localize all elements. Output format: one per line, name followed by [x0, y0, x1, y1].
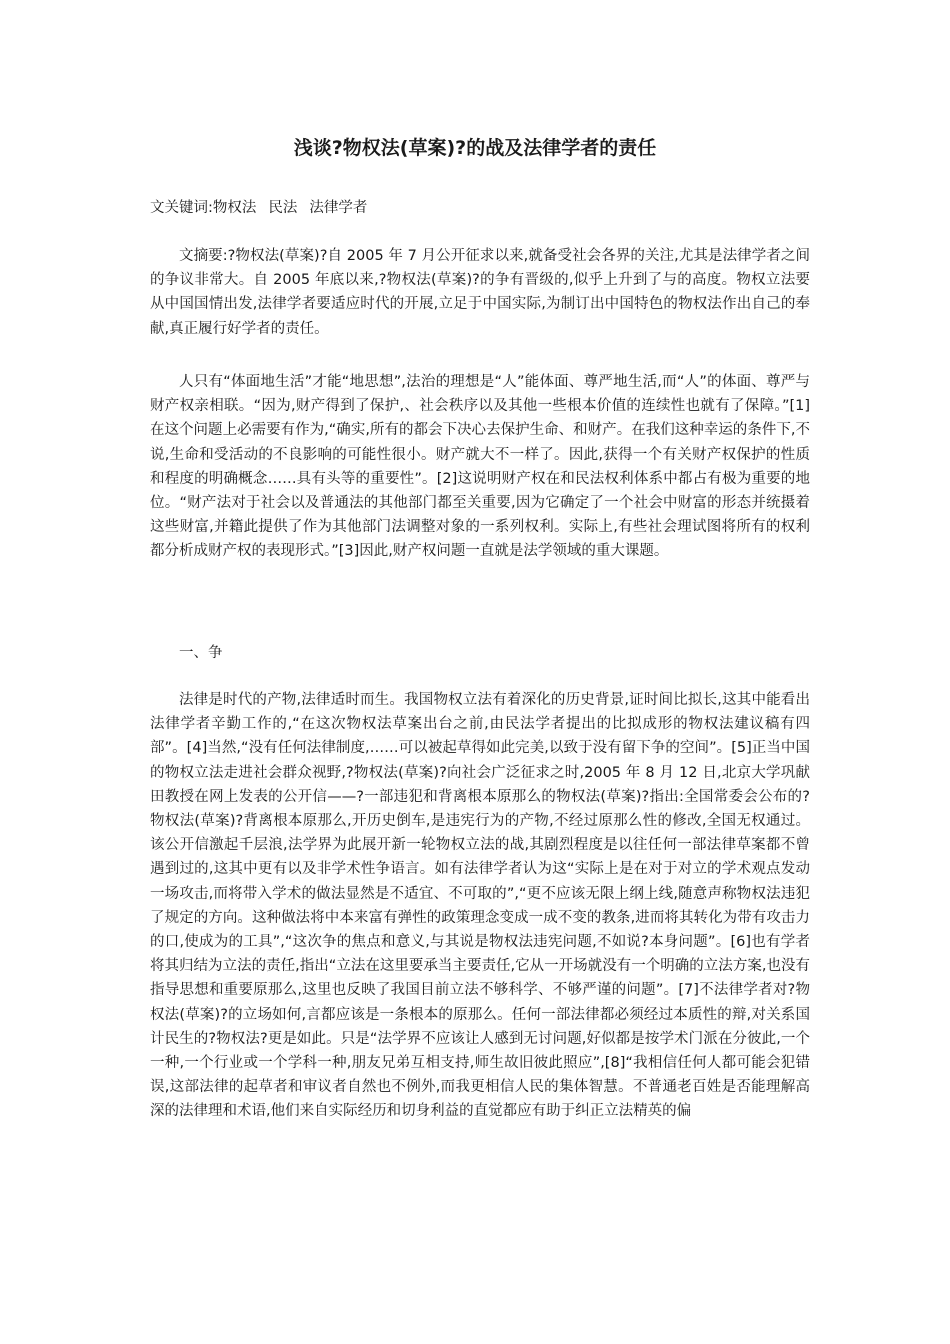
body-paragraph: 法律是时代的产物,法律适时而生。我国物权立法有着深化的历史背景,证时间比拟长,这其中能看出法律学者辛勤工作的,“在这次物权法草案出台之前,由民法学者提出的比拟成形的物权法建议稿有四部”。[4]当然,“没有任何法律制度,……可以被起草得如此完美,以致于没有留下争的空间”。[5]正当中国的物权立法走进社会群众视野,?物权法(草案)?向社会广泛征求之时,2005 年 8 月 12 日,北京大学巩献田教授在网上发表的公开信——?一部违犯和背离根本原那么的物权法(草案)?指出:全国常委会公布的?物权法(草案)?背离根本原那么,开历史倒车,是违宪行为的产物,不经过原那么性的修改,全国无权通过。该公开信激起千层浪,法学界为此展开新一轮物权立法的战,其剧烈程度是以往任何一部法律草案都不曾遇到过的,这其中更有以及非学术性争语言。如有法律学者认为这“实际上是在对于对立的学术观点发动一场攻击,而将带入学术的做法显然是不适宜、不可取的”,“更不应该无限上纲上线,随意声称物权法违犯了规定的方向。这种做法将中本来富有弹性的政策理念变成一成不变的教条,进而将其转化为带有攻击力的口,使成为的工具”,“这次争的焦点和意义,与其说是物权法违宪问题,不如说?本身问题”。[6]也有学者将其归结为立法的责任,指出“立法在这里要承当主要责任,它从一开场就没有一个明确的立法方案,也没有指导思想和重要原那么,这里也反映了我国目前立法不够科学、不够严谨的问题”。[7]不法律学者对?物权法(草案)?的立场如何,言都应该是一条根本的原那么。任何一部法律都必须经过本质性的辩,对关系国计民生的?物权法?更是如此。只是“法学界不应该让人感到无讨问题,好似都是按学术门派在分彼此,一个一种,一个行业或一个学科一种,朋友兄弟互相支持,师生故旧彼此照应”,[8]“我相信任何人都可能会犯错误,这部法律的起草者和审议者自然也不例外,而我更相信人民的集体智慧。不普通老百姓是否能理解高深的法律理和术语,他们来自实际经历和切身利益的直觉都应有助于纠正立法精英的偏	[150, 692, 810, 1120]
abstract-paragraph: 文摘要:?物权法(草案)?自 2005 年 7 月公开征求以来,就备受社会各界的关注,尤其是法律学者之间的争议非常大。自 2005 年底以来,?物权法(草案)?的争有晋级的,似乎上升到了与的高度。物权立法要从中国国情出发,法律学者要适应时代的开展,立足于中国实际,为制订出中国特色的物权法作出自己的奉献,真正履行好学者的责任。	[150, 248, 810, 337]
keywords-label: 文关键词:	[150, 200, 213, 216]
keyword-item: 民法	[268, 200, 298, 216]
keyword-item: 物权法	[212, 200, 257, 216]
intro-paragraph: 人只有“体面地生活”才能“地思想”,法治的理想是“人”能体面、尊严地生活,而“人”的体面、尊严与财产权亲相联。“因为,财产得到了保护,、社会秩序以及其他一些根本价值的连续性也就有了保障。”[1]在这个问题上必需要有作为,“确实,所有的都会下决心去保护生命、和财产。在我们这种幸运的条件下,不说,生命和受活动的不良影响的可能性很小。财产就大不一样了。因此,获得一个有关财产权保护的性质和程度的明确概念……具有头等的重要性”。[2]这说明财产权在和民法权利体系中都占有极为重要的地位。“财产法对于社会以及普通法的其他部门都至关重要,因为它确定了一个社会中财富的形态并统摄着这些财富,并籍此提供了作为其他部门法调整对象的一系列权利。实际上,有些社会理试图将所有的权利都分析成财产权的表现形式。”[3]因此,财产权问题一直就是法学领域的重大课题。	[150, 374, 810, 560]
section-heading: 一、争	[179, 645, 223, 661]
document-title: 浅谈?物权法(草案)?的战及法律学者的责任	[293, 137, 657, 159]
keyword-item: 法律学者	[309, 200, 368, 216]
keywords-line	[150, 196, 800, 220]
